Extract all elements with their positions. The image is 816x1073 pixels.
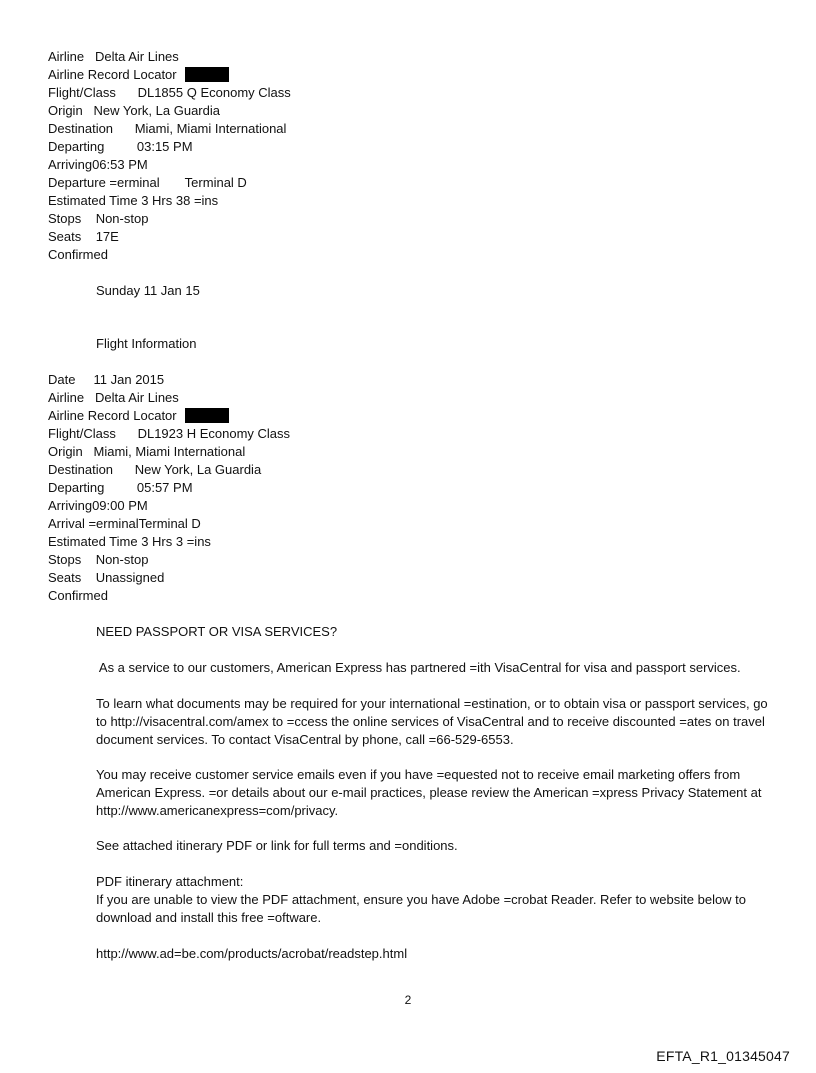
- flight1-seats: Seats 17E: [48, 229, 119, 244]
- flight1-terminal: Departure =erminal Terminal D: [48, 175, 247, 190]
- day-heading: Sunday 11 Jan 15: [96, 283, 200, 298]
- bates-number: EFTA_R1_01345047: [656, 1048, 790, 1064]
- flight2-flight-class: Flight/Class DL1923 H Economy Class: [48, 426, 291, 441]
- passport-paragraph-1: As a service to our customers, American Express has partnered =ith VisaCentral for visa and passport services.: [96, 660, 741, 675]
- flight1-departing: Departing 03:15 PM: [48, 139, 193, 154]
- pdf-attachment-heading: PDF itinerary attachment:: [96, 874, 244, 889]
- flight2-stops: Stops Non-stop: [48, 552, 149, 567]
- page-number: 2: [404, 993, 412, 1007]
- pdf-attachment-paragraph-text: If you are unable to view the PDF attachment, ensure you have Adobe =crobat Reader. Refer to website below to download and install this free =oftware.: [96, 892, 747, 925]
- terms-paragraph: See attached itinerary PDF or link for full terms and =onditions.: [96, 838, 458, 853]
- passport-paragraph-3-text: You may receive customer service emails even if you have =equested not to receive email marketing offers from American Express. =or details about our e-mail practices, please review the American =xpress Privacy Statement at http://www.americanexpress=com/privacy.: [96, 767, 762, 818]
- section-heading: Flight Information: [96, 336, 197, 351]
- flight2-estimated-time: Estimated Time 3 Hrs 3 =ins: [48, 534, 211, 549]
- flight2-seats: Seats Unassigned: [48, 570, 165, 585]
- flight1-record-locator: [48, 66, 229, 84]
- redaction-box: [185, 67, 229, 82]
- flight2-destination: Destination New York, La Guardia: [48, 462, 262, 477]
- flight2-record-locator-label: Airline Record Locator: [48, 408, 177, 423]
- flight1-destination: Destination Miami, Miami International: [48, 121, 287, 136]
- flight1-estimated-time: Estimated Time 3 Hrs 38 =ins: [48, 193, 219, 208]
- flight1-status: Confirmed: [48, 247, 108, 262]
- passport-paragraph-3: [48, 766, 770, 820]
- passport-paragraph-2-text: To learn what documents may be required for your international =estination, or to obtain visa or passport services, go to http://visacentral.com/amex to =ccess the online services of VisaCentral and to receive discounted =ates on travel document services. To contact VisaCentral by phone, call =66-529-6553.: [96, 696, 768, 747]
- flight2-date: Date 11 Jan 2015: [48, 372, 165, 387]
- adobe-link[interactable]: http://www.ad=be.com/products/acrobat/readstep.html: [96, 946, 408, 961]
- flight2-departing: Departing 05:57 PM: [48, 480, 193, 495]
- flight2-airline: Airline Delta Air Lines: [48, 390, 179, 405]
- flight1-arriving: Arriving06:53 PM: [48, 157, 148, 172]
- flight2-record-locator: [48, 407, 229, 425]
- flight1-stops: Stops Non-stop: [48, 211, 149, 226]
- flight2-terminal: Arrival =erminalTerminal D: [48, 516, 201, 531]
- passport-paragraph-2: [48, 695, 770, 749]
- flight2-origin: Origin Miami, Miami International: [48, 444, 246, 459]
- pdf-attachment-paragraph: [48, 891, 770, 927]
- flight1-airline: Airline Delta Air Lines: [48, 49, 179, 64]
- flight1-origin: Origin New York, La Guardia: [48, 103, 220, 118]
- flight2-arriving: Arriving09:00 PM: [48, 498, 148, 513]
- flight1-flight-class: Flight/Class DL1855 Q Economy Class: [48, 85, 291, 100]
- redaction-box: [185, 408, 229, 423]
- flight2-status: Confirmed: [48, 588, 108, 603]
- flight1-record-locator-label: Airline Record Locator: [48, 67, 177, 82]
- passport-heading: NEED PASSPORT OR VISA SERVICES?: [96, 624, 338, 639]
